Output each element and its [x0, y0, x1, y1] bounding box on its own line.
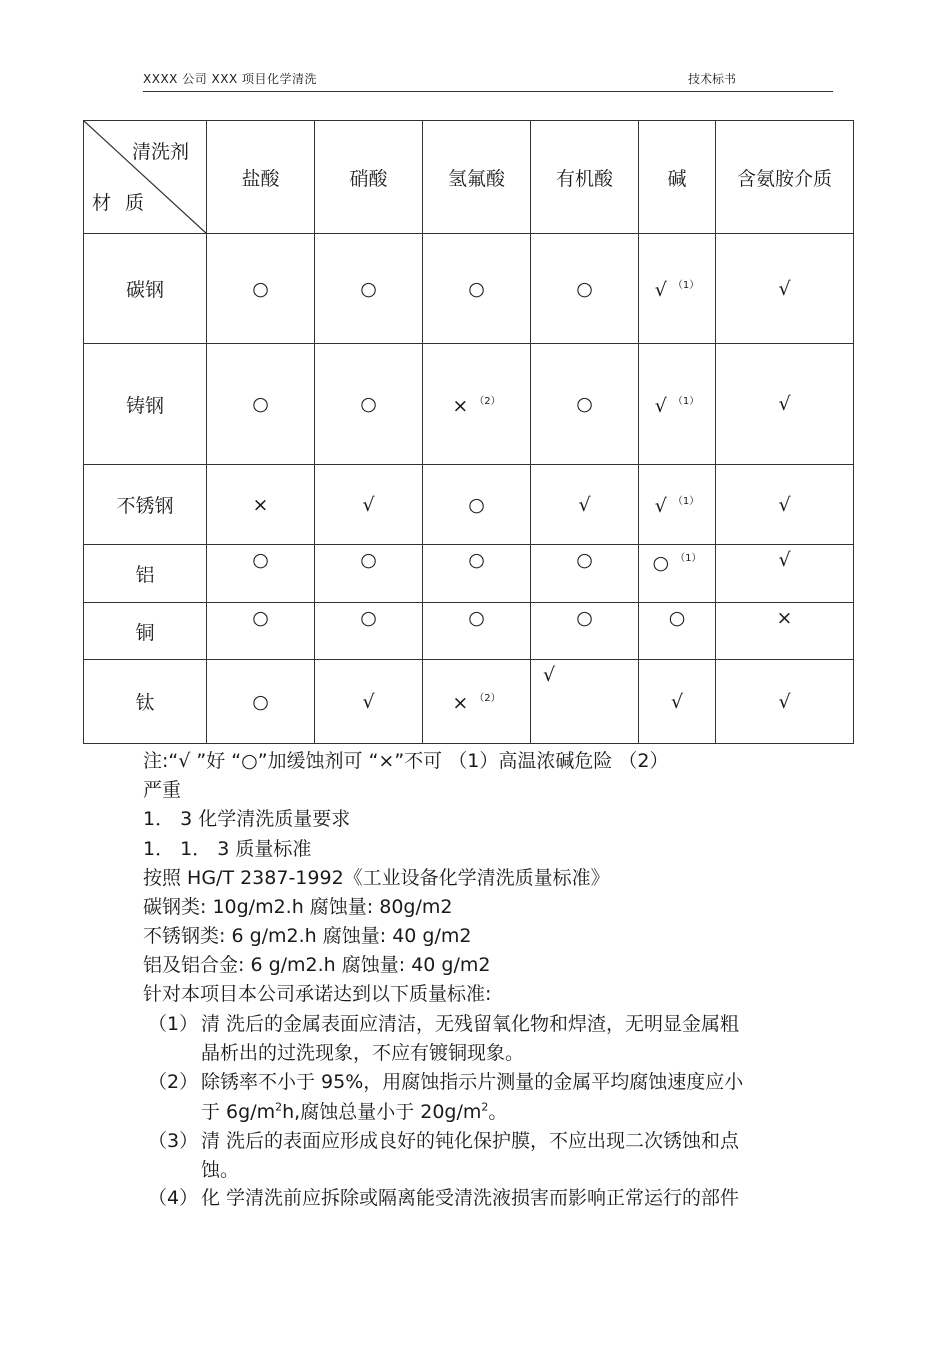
list-item-text: 清 洗后的金属表面应清洁，无残留氧化物和焊渣，无明显金属粗	[201, 1013, 740, 1035]
standard-reference: 按照 HG/T 2387-1992《工业设备化学清洗质量标准》	[143, 867, 610, 889]
cell-symbol: ○	[576, 393, 593, 415]
cell-symbol: √	[670, 690, 684, 713]
material-label: 不锈钢	[84, 465, 207, 545]
cell-symbol: √	[778, 690, 791, 713]
table-cell	[207, 234, 315, 344]
table-cell	[716, 545, 854, 603]
material-label: 铝	[84, 545, 207, 603]
table-cell	[531, 465, 639, 545]
legend-line-1: 注:“√ ”好 “○”加缓蚀剂可 “×”不可 （1）高温浓碱危险 （2）	[143, 750, 669, 772]
cell-symbol: ○	[468, 493, 485, 516]
cell-note: （2）	[474, 395, 501, 407]
table-cell	[639, 465, 716, 545]
cell-symbol: √	[778, 393, 791, 415]
table-cell	[423, 465, 531, 545]
cell-symbol: ×	[452, 692, 469, 714]
list-number: （3）	[148, 1130, 199, 1152]
compatibility-table	[83, 120, 854, 744]
text-part: h,腐蚀总量小于 20g/m	[282, 1101, 482, 1123]
list-number: （2）	[148, 1071, 199, 1093]
cell-symbol: √	[654, 394, 667, 417]
cell-symbol: √	[654, 279, 667, 301]
list-item-text: 蚀。	[201, 1159, 240, 1181]
table-cell	[716, 660, 854, 744]
page-header-left: XXXX 公司 XXX 项目化学清洗	[143, 72, 317, 86]
list-item-text: 化 学清洗前应拆除或隔离能受清洗液损害而影响正常运行的部件	[201, 1187, 740, 1209]
cell-symbol: ○	[252, 607, 269, 629]
rate-line: 铝及铝合金: 6 g/m2.h 腐蚀量: 40 g/m2	[143, 954, 491, 976]
cell-symbol: ○	[576, 277, 593, 300]
table-row	[84, 344, 854, 465]
cell-symbol: ○	[576, 607, 593, 629]
table-cell	[315, 660, 423, 744]
cell-symbol: √	[778, 277, 791, 300]
table-cell	[423, 234, 531, 344]
cell-symbol: ○	[360, 393, 377, 415]
cell-symbol: ○	[360, 277, 377, 300]
column-header: 有机酸	[531, 121, 639, 234]
cell-note: （1）	[672, 496, 700, 507]
cell-symbol: ○	[468, 277, 485, 300]
cell-symbol: ○	[468, 549, 485, 571]
legend-line-2: 严重	[143, 779, 182, 801]
table-cell	[423, 545, 531, 603]
list-item-text: 清 洗后的表面应形成良好的钝化保护膜，不应出现二次锈蚀和点	[201, 1130, 740, 1152]
table-cell	[207, 660, 315, 744]
cell-symbol: √	[654, 495, 667, 517]
cell-note: （2）	[474, 693, 501, 704]
cell-symbol: √	[778, 493, 791, 516]
cell-symbol: ○	[360, 549, 377, 571]
table-cell	[716, 344, 854, 465]
section-title: 1． 3 化学清洗质量要求	[143, 808, 351, 830]
table-cell	[207, 603, 315, 660]
table-cell	[315, 603, 423, 660]
table-cell	[207, 344, 315, 465]
cell-symbol: ×	[452, 394, 469, 417]
table-cell	[716, 234, 854, 344]
cell-note: （1）	[672, 395, 700, 407]
table-row	[84, 234, 854, 344]
list-number: （4）	[148, 1187, 199, 1209]
superscript: 2	[275, 1100, 283, 1114]
corner-cell	[84, 121, 207, 234]
table-cell	[531, 234, 639, 344]
cell-symbol: ○	[668, 607, 686, 629]
cell-symbol: √	[578, 493, 591, 516]
table-cell	[639, 234, 716, 344]
list-item-text: 晶析出的过洗现象，不应有镀铜现象。	[201, 1042, 525, 1064]
header-rule	[143, 91, 833, 92]
table-cell	[315, 234, 423, 344]
superscript: 2	[481, 1100, 489, 1114]
table-cell	[716, 603, 854, 660]
table-cell	[423, 603, 531, 660]
table-cell	[531, 545, 639, 603]
table-cell	[207, 545, 315, 603]
cell-symbol: √	[362, 690, 375, 713]
table-cell	[315, 545, 423, 603]
table-cell	[315, 344, 423, 465]
cell-symbol: ○	[360, 607, 377, 629]
cell-symbol: √	[362, 493, 375, 516]
cell-note: （1）	[672, 280, 700, 291]
column-header: 氢氟酸	[423, 121, 531, 234]
commitment-text: 针对本项目本公司承诺达到以下质量标准:	[143, 983, 492, 1005]
table-row	[84, 545, 854, 603]
table-cell	[716, 465, 854, 545]
table-cell	[639, 603, 716, 660]
table-cell	[423, 344, 531, 465]
table-row	[84, 603, 854, 660]
cell-symbol: ○	[252, 277, 269, 300]
table-cell	[531, 603, 639, 660]
table-cell	[207, 465, 315, 545]
text-part: 。	[488, 1101, 508, 1123]
corner-bottom-label: 材 质	[92, 192, 149, 214]
material-label: 铜	[84, 603, 207, 660]
material-label: 碳钢	[84, 234, 207, 344]
material-label: 铸钢	[84, 344, 207, 465]
rate-line: 不锈钢类: 6 g/m2.h 腐蚀量: 40 g/m2	[143, 925, 472, 947]
column-header: 盐酸	[207, 121, 315, 234]
table-cell	[531, 660, 639, 744]
list-item-text	[201, 1097, 507, 1124]
column-header: 含氨胺介质	[716, 121, 854, 234]
table-cell	[639, 660, 716, 744]
corner-top-label: 清洗剂	[131, 141, 189, 163]
cell-symbol: √	[543, 664, 556, 686]
cell-note: （1）	[675, 553, 702, 564]
subsection-title: 1． 1． 3 质量标准	[143, 838, 312, 860]
table-row	[84, 465, 854, 545]
cell-symbol: ○	[468, 607, 485, 629]
text-part: 于 6g/m	[201, 1101, 276, 1123]
cell-symbol: ○	[576, 549, 593, 571]
cell-symbol: ×	[252, 493, 269, 516]
column-header: 硝酸	[315, 121, 423, 234]
column-header: 碱	[639, 121, 716, 234]
table-header-row	[84, 121, 854, 234]
table-cell	[423, 660, 531, 744]
table-cell	[315, 465, 423, 545]
material-label: 钛	[84, 660, 207, 744]
cell-symbol: ○	[252, 393, 269, 415]
table-row	[84, 660, 854, 744]
rate-line: 碳钢类: 10g/m2.h 腐蚀量: 80g/m2	[143, 896, 453, 918]
table-cell	[639, 545, 716, 603]
page-header-right: 技术标书	[688, 72, 737, 86]
table-cell	[531, 344, 639, 465]
cell-symbol: ○	[652, 552, 670, 574]
cell-symbol: √	[778, 549, 791, 571]
cell-symbol: ○	[252, 690, 269, 713]
cell-symbol: ×	[776, 607, 793, 629]
cell-symbol: ○	[252, 549, 269, 571]
list-number: （1）	[148, 1013, 199, 1035]
list-item-text: 除锈率不小于 95%，用腐蚀指示片测量的金属平均腐蚀速度应小	[201, 1071, 744, 1093]
table-cell	[639, 344, 716, 465]
